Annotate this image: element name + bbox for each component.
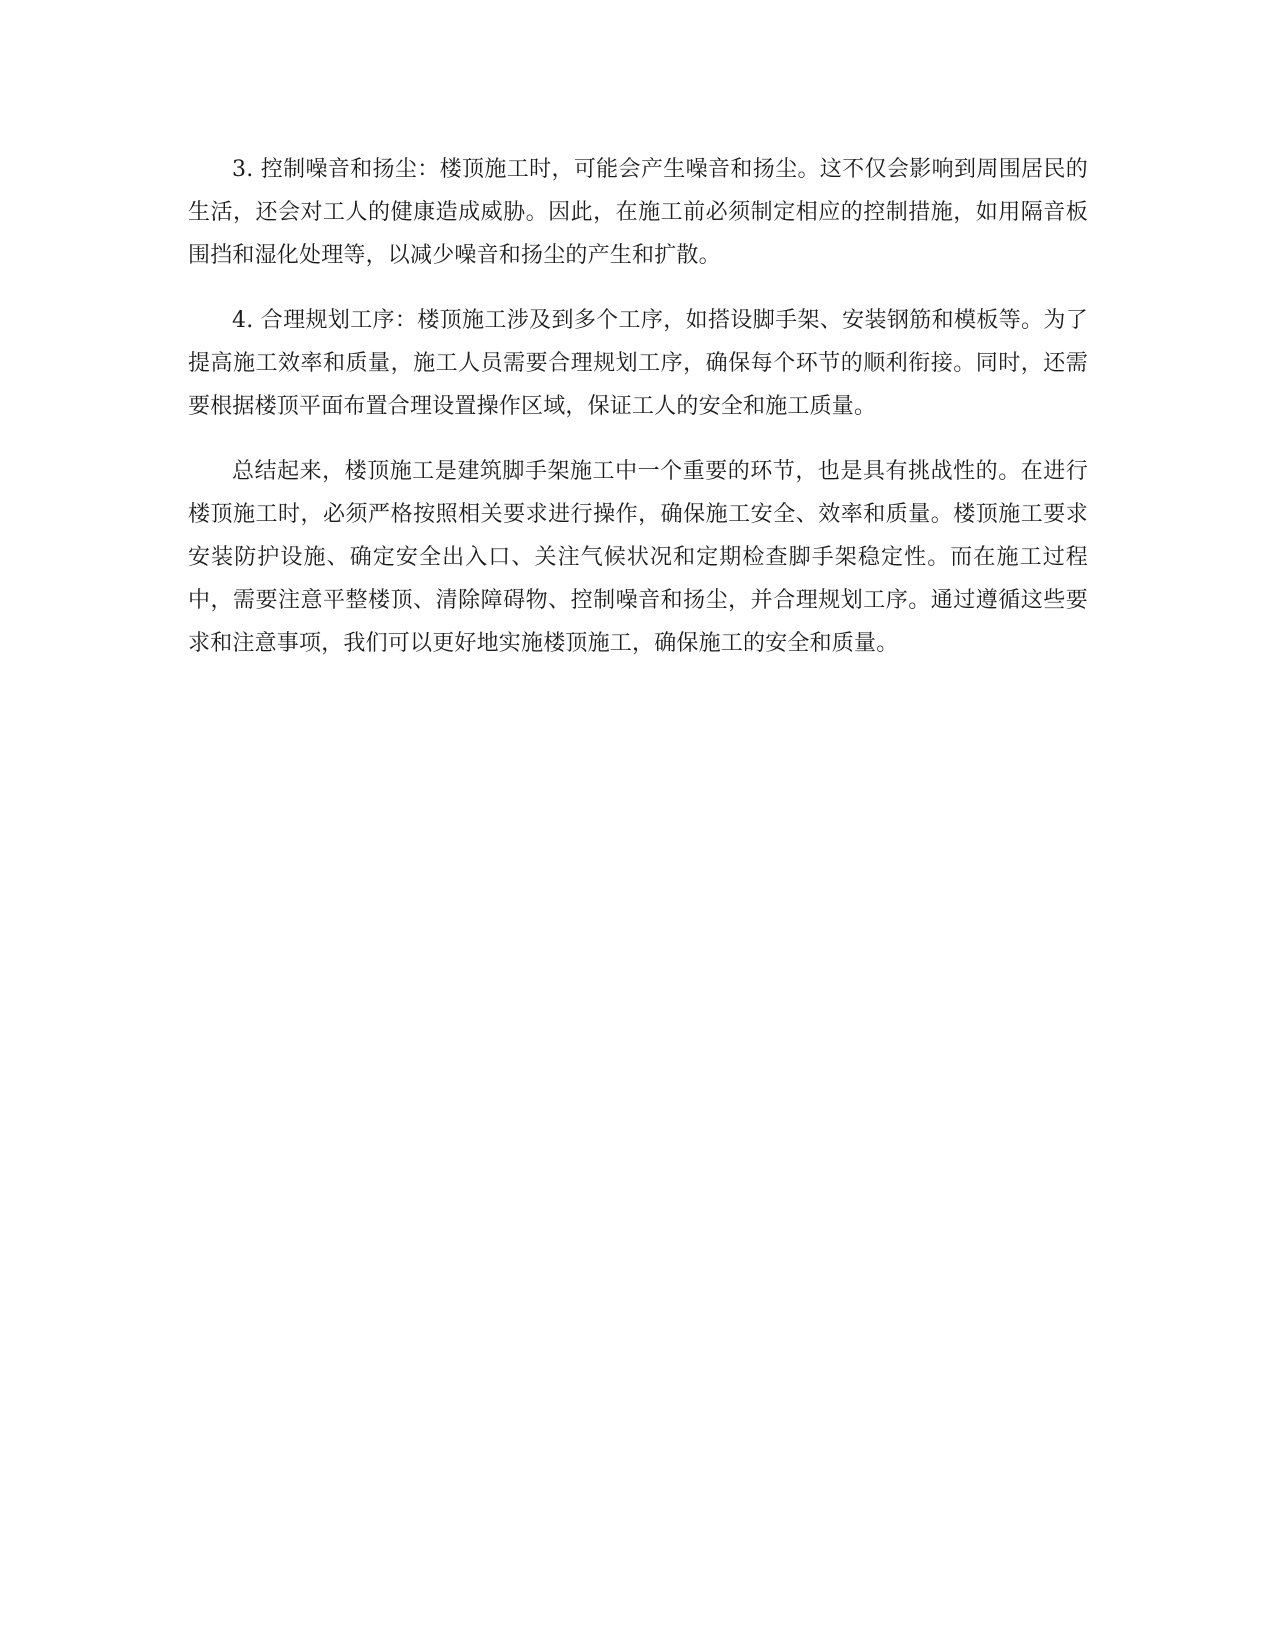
document-page	[188, 148, 1088, 687]
paragraph-summary: 总结起来，楼顶施工是建筑脚手架施工中一个重要的环节，也是具有挑战性的。在进行楼顶施工时，必须严格按照相关要求进行操作，确保施工安全、效率和质量。楼顶施工要求安装防护设施、确定安全出入口、关注气候状况和定期检查脚手架稳定性。而在施工过程中，需要注意平整楼顶、清除障碍物、控制噪音和扬尘，并合理规划工序。通过遵循这些要求和注意事项，我们可以更好地实施楼顶施工，确保施工的安全和质量。	[188, 459, 1088, 656]
paragraph-process-planning: 4. 合理规划工序：楼顶施工涉及到多个工序，如搭设脚手架、安装钢筋和模板等。为了提高施工效率和质量，施工人员需要合理规划工序，确保每个环节的顺利衔接。同时，还需要根据楼顶平面布置合理设置操作区域，保证工人的安全和施工质量。	[188, 308, 1088, 419]
paragraph-noise-dust-control: 3. 控制噪音和扬尘：楼顶施工时，可能会产生噪音和扬尘。这不仅会影响到周围居民的生活，还会对工人的健康造成威胁。因此，在施工前必须制定相应的控制措施，如用隔音板围挡和湿化处理等，以减少噪音和扬尘的产生和扩散。	[188, 157, 1088, 268]
